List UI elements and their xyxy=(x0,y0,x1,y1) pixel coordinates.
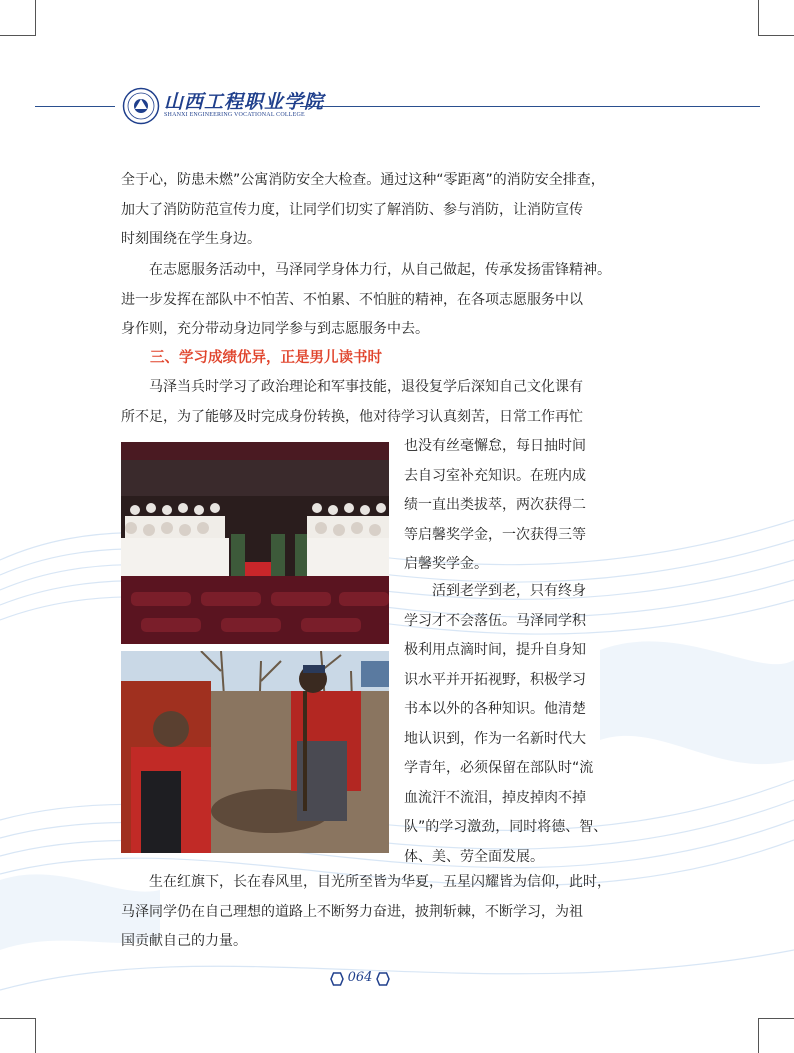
text-line: 生在红旗下，长在春风里，目光所至皆为华夏，五星闪耀皆为信仰，此时， xyxy=(149,874,611,890)
college-name-en: SHANXI ENGINEERING VOCATIONAL COLLEGE xyxy=(164,112,305,118)
paragraph-study-side xyxy=(404,432,609,580)
text-line: 加大了消防防范宣传力度，让同学们切实了解消防、参与消防，让消防宣传 xyxy=(121,201,583,218)
text-line: 绩一直出类拔萃，两次获得二 xyxy=(404,497,586,513)
ceremony-photo xyxy=(121,442,389,644)
paragraph-closing xyxy=(121,868,611,957)
text-line: 学青年，必须保留在部队时“流 xyxy=(404,760,594,776)
paragraph-volunteer xyxy=(121,256,611,345)
text-line: 进一步发挥在部队中不怕苦、不怕累、不怕脏的精神，在各项志愿服务中以 xyxy=(121,291,583,308)
header-rule-left xyxy=(35,106,115,107)
text-line: 血流汗不流泪，掉皮掉肉不掉 xyxy=(404,789,586,806)
text-line: 所不足，为了能够及时完成身份转换，他对待学习认真刻苦，日常工作再忙 xyxy=(121,408,583,425)
text-line: 马泽当兵时学习了政治理论和军事技能，退役复学后深知自己文化课有 xyxy=(149,379,583,395)
tree-planting-photo xyxy=(121,651,389,853)
text-line: 队”的学习激劲，同时将德、智、 xyxy=(404,819,608,835)
text-line: 等启馨奖学金，一次获得三等 xyxy=(404,526,586,543)
text-line: 也没有丝毫懈怠，每日抽时间 xyxy=(404,438,586,454)
section-heading: 三、学习成绩优异，正是男儿读书时 xyxy=(150,350,382,366)
paragraph-study-intro xyxy=(121,373,611,432)
tree-planting-photo-image xyxy=(121,651,389,853)
text-line: 地认识到，作为一名新时代大 xyxy=(404,730,586,747)
college-name-cn: 山西工程职业学院 xyxy=(164,91,325,113)
text-line: 启馨奖学金。 xyxy=(404,556,488,572)
text-line: 书本以外的各种知识。他清楚 xyxy=(404,701,586,717)
paragraph-fire-safety xyxy=(121,166,611,255)
ceremony-photo-image xyxy=(121,442,389,644)
page-number: 064 xyxy=(347,970,373,985)
text-line: 在志愿服务活动中，马泽同学身体力行，从自己做起，传承发扬雷锋精神。 xyxy=(149,262,611,278)
page-number-right-hex-icon xyxy=(376,972,390,986)
text-line: 时刻围绕在学生身边。 xyxy=(121,231,261,247)
text-line: 体、美、劳全面发展。 xyxy=(404,848,544,865)
text-line: 识水平并开拓视野，积极学习 xyxy=(404,671,586,688)
text-line: 国贡献自己的力量。 xyxy=(121,933,247,949)
college-logo-icon xyxy=(122,87,160,125)
paragraph-lifelong-learning xyxy=(404,577,609,872)
text-line: 极利用点滴时间，提升自身知 xyxy=(404,642,586,658)
text-line: 学习才不会落伍。马泽同学积 xyxy=(404,612,586,629)
text-line: 活到老学到老，只有终身 xyxy=(432,583,586,599)
text-line: 全于心，防患未燃”公寓消防安全大检查。通过这种“零距离”的消防安全排查， xyxy=(121,172,605,188)
text-line: 去自习室补充知识。在班内成 xyxy=(404,467,586,484)
text-line: 马泽同学仍在自己理想的道路上不断努力奋进，披荆斩棘，不断学习，为祖 xyxy=(121,903,583,920)
text-line: 身作则，充分带动身边同学参与到志愿服务中去。 xyxy=(121,321,429,337)
header-rule-right xyxy=(300,106,760,107)
